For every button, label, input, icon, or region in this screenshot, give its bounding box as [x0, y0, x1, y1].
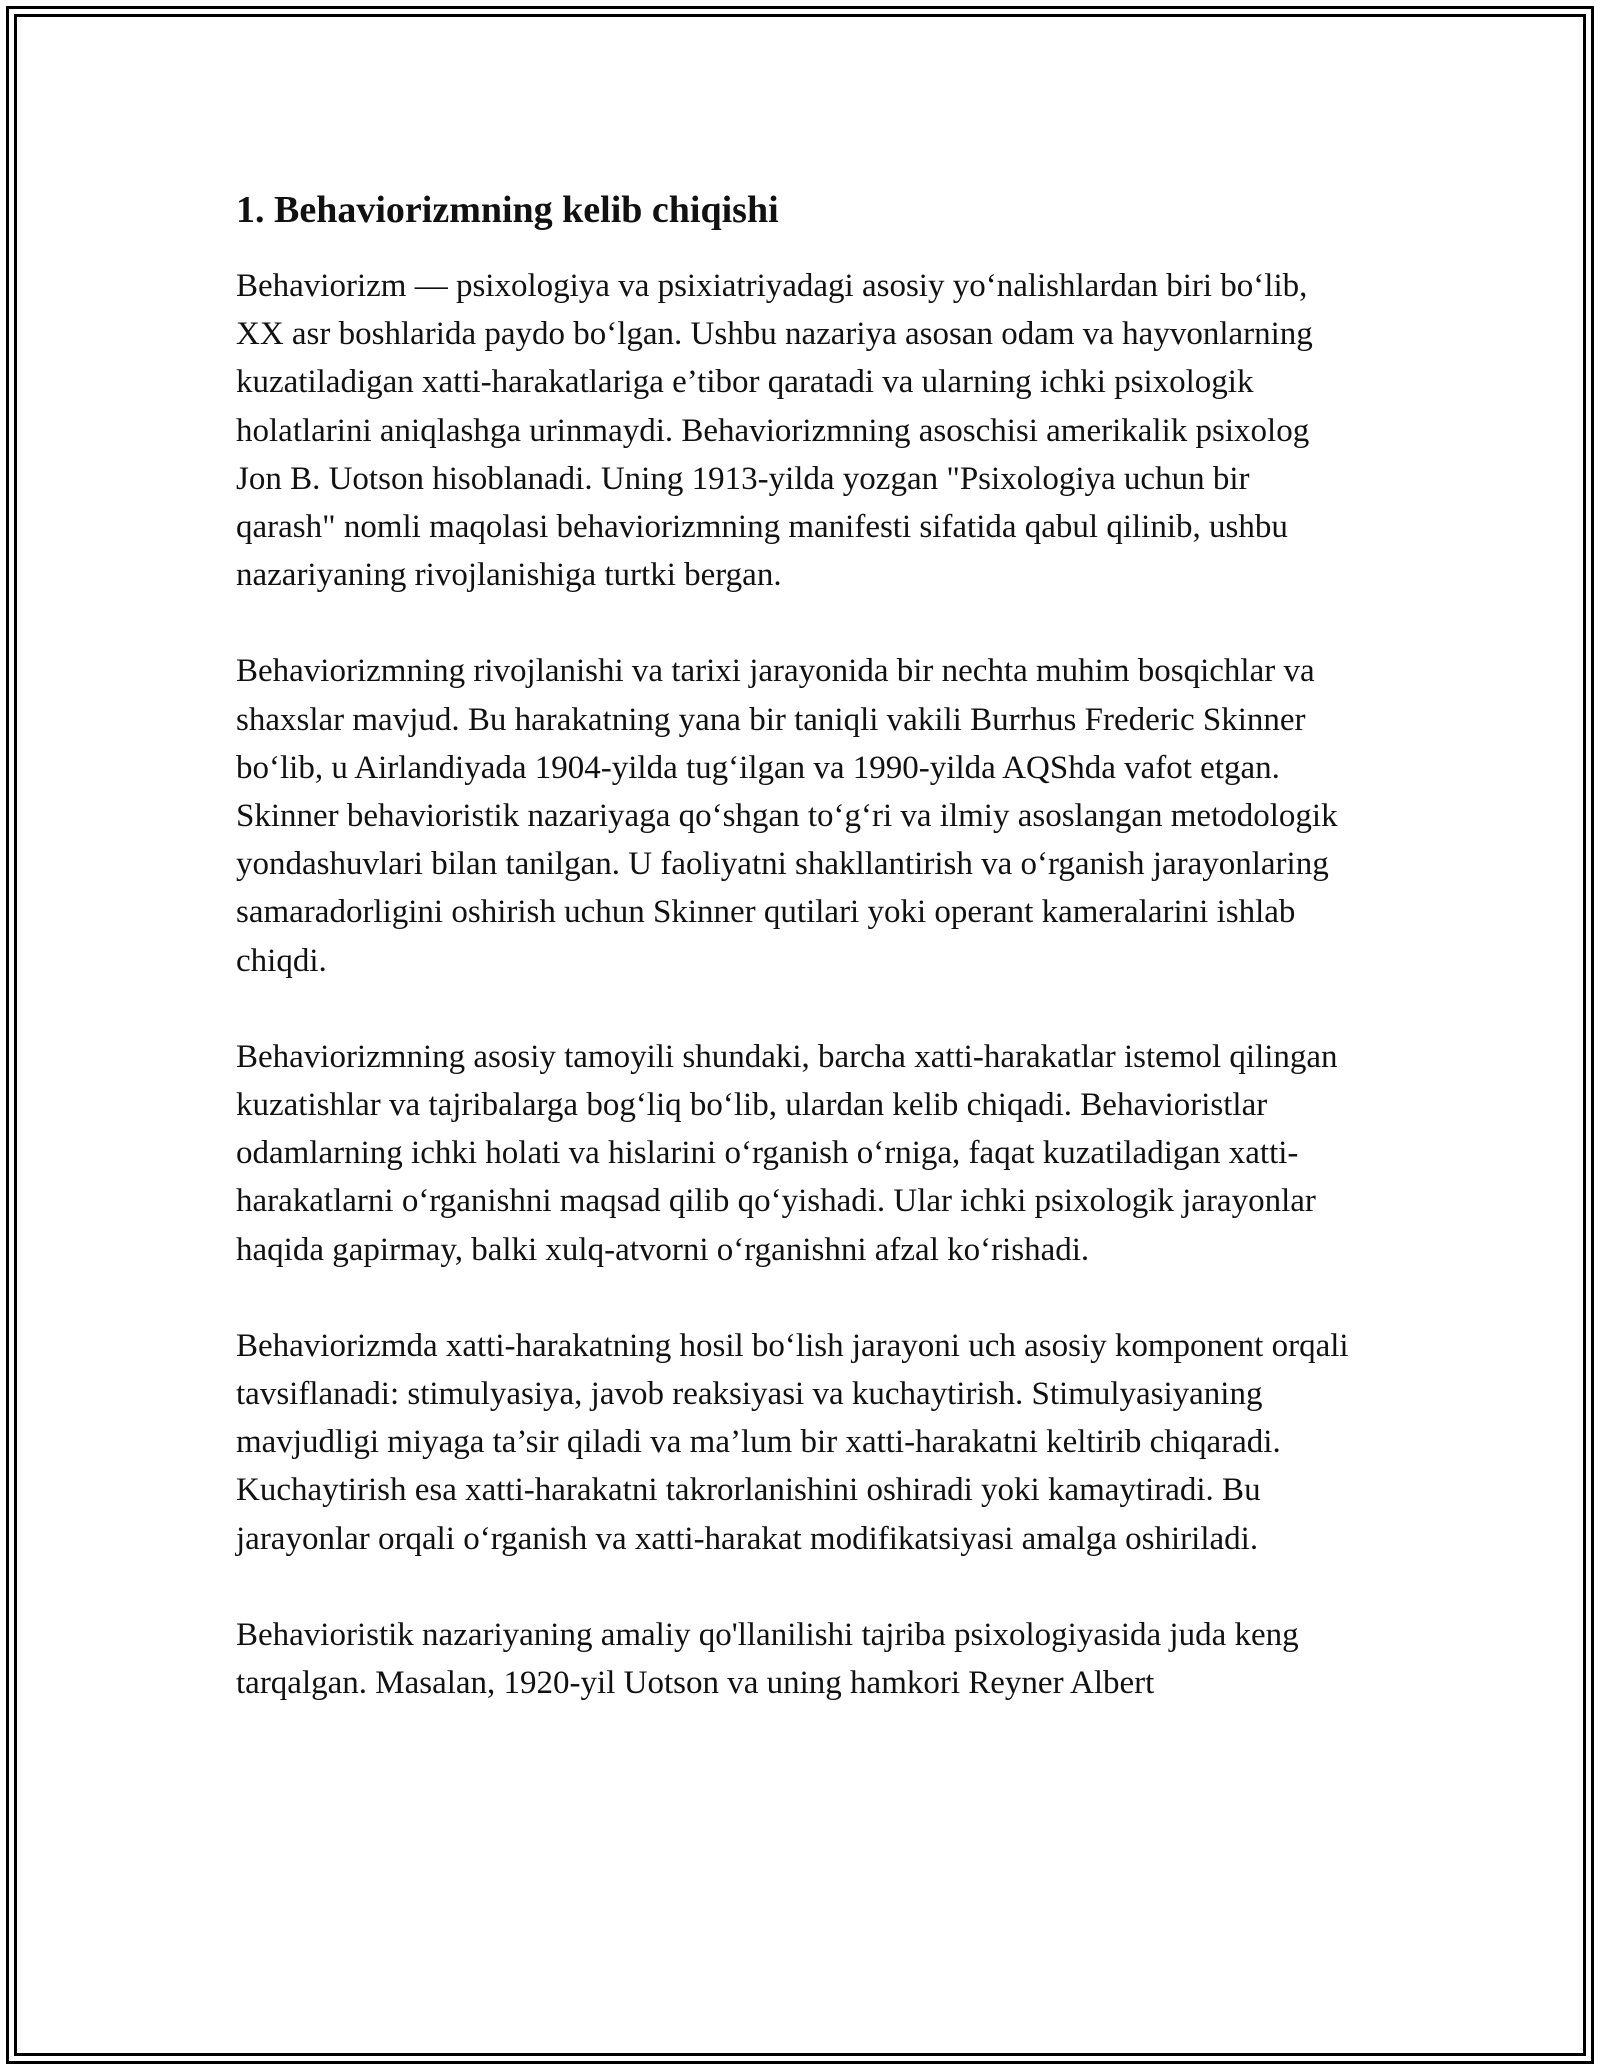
section-heading: 1. Behaviorizmning kelib chiqishi [236, 189, 779, 231]
paragraph-history: Behaviorizmning rivojlanishi va tarixi jarayonida bir nechta muhim bosqichlar va shaxslar mavjud. Bu harakatning yana bir taniqli vakili Burrhus Frederic Skinner bo‘lib, u Airlandiyada 1904-yilda tug‘ilgan va 1990-yilda AQShda vafot etgan. Skinner behavioristik nazariyaga qo‘shgan to‘g‘ri va ilmiy asoslangan metodologik yondashuvlari bilan tanilgan. U faoliyatni shakllantirish va o‘rganish jarayonlaring samaradorligini oshirish uchun Skinner qutilari yoki operant kameralarini ishlab chiqdi. [236, 653, 1338, 979]
document-body [236, 186, 1356, 1755]
paragraph-principle: Behaviorizmning asosiy tamoyili shundaki, barcha xatti-harakatlar istemol qilingan kuzatishlar va tajribalarga bog‘liq bo‘lib, ulardan kelib chiqadi. Behavioristlar odamlarning ichki holati va hislarini o‘rganish o‘rniga, faqat kuzatiladigan xatti-harakatlarni o‘rganishni maqsad qilib qo‘yishadi. Ular ichki psixologik jarayonlar haqida gapirmay, balki xulq-atvorni o‘rganishni afzal ko‘rishadi. [236, 1038, 1338, 1268]
paragraph-components: Behaviorizmda xatti-harakatning hosil bo‘lish jarayoni uch asosiy komponent orqali tavsiflanadi: stimulyasiya, javob reaksiyasi va kuchaytirish. Stimulyasiyaning mavjudligi miyaga ta’sir qiladi va ma’lum bir xatti-harakatni keltirib chiqaradi. Kuchaytirish esa xatti-harakatni takrorlanishini oshiradi yoki kamaytiradi. Bu jarayonlar orqali o‘rganish va xatti-harakat modifikatsiyasi amalga oshiriladi. [236, 1327, 1349, 1557]
paragraph-application: Behavioristik nazariyaning amaliy qo'llanilishi tajriba psixologiyasida juda keng tarqalgan. Masalan, 1920-yil Uotson va uning hamkori Reyner Albert [236, 1616, 1299, 1702]
paragraph-intro: Behaviorizm — psixologiya va psixiatriyadagi asosiy yo‘nalishlardan biri bo‘lib, XX asr boshlarida paydo bo‘lgan. Ushbu nazariya asosan odam va hayvonlarning kuzatiladigan xatti-harakatlariga e’tibor qaratadi va ularning ichki psixologik holatlarini aniqlashga urinmaydi. Behaviorizmning asoschisi amerikalik psixolog Jon B. Uotson hisoblanadi. Uning 1913-yilda yozgan "Psixologiya uchun bir qarash" nomli maqolasi behaviorizmning manifesti sifatida qabul qilinib, ushbu nazariyaning rivojlanishiga turtki bergan. [236, 268, 1313, 594]
